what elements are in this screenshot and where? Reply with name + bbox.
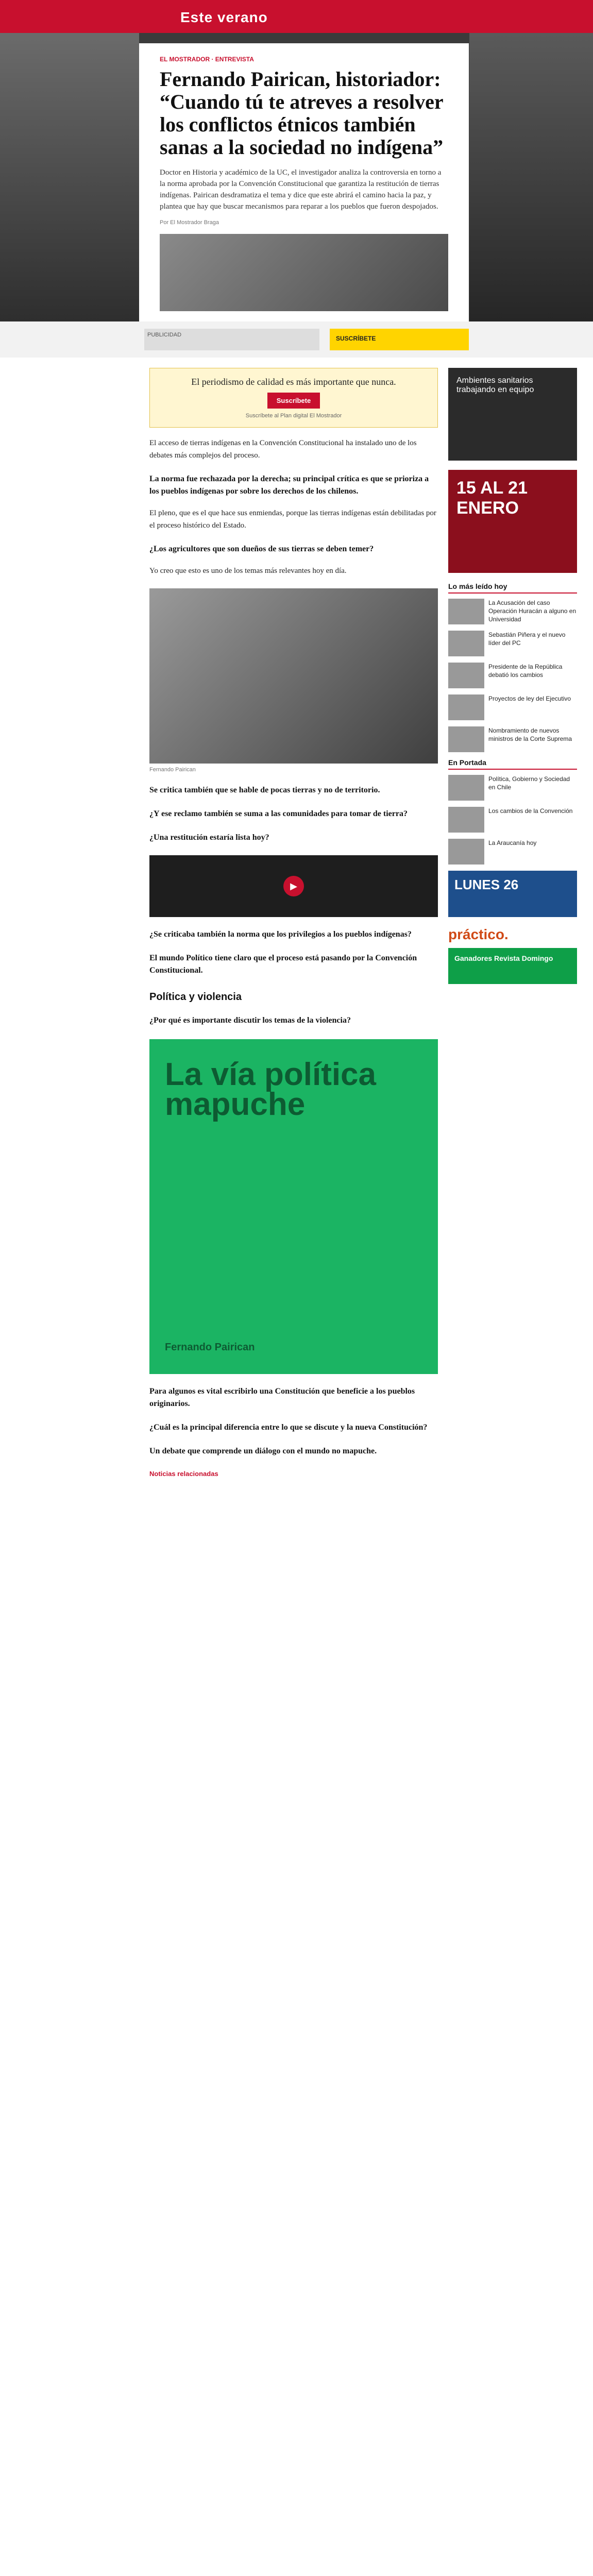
portada-title: En Portada — [448, 758, 577, 770]
thumbnail — [448, 694, 484, 720]
hero-background-right — [469, 33, 593, 321]
play-icon[interactable]: ▶ — [283, 876, 304, 896]
list-item[interactable] — [448, 807, 577, 833]
sidebar — [448, 368, 577, 993]
article-lead: Doctor en Historia y académico de la UC, el investigador analiza la controversia en torno a la norma aprobada por la Convención Constitucional que garantiza la restitución de tierras indígenas. Pairican desdramatiza el tema y dice que este abrirá el camino hacia la paz, y plantea que hay que buscar mecanismos para reparar a los pueblos que fueron despojados. — [160, 168, 442, 211]
article-body — [149, 368, 438, 1478]
list-item[interactable] — [448, 726, 577, 752]
article-question: Se critica también que se hable de pocas tierras y no de territorio. — [149, 786, 380, 794]
book-title: La vía política mapuche — [165, 1057, 377, 1122]
article-question: El mundo Político tiene claro que el proceso está pasando por la Convención Constitucional. — [149, 954, 417, 975]
article-headline: Fernando Pairican, historiador: “Cuando tú te atreves a resolver los conflictos étnicos también sanas a la sociedad no indígena” — [160, 67, 444, 159]
article-question: Un debate que comprende un diálogo con el mundo no mapuche. — [149, 1447, 377, 1455]
list-item-text[interactable]: La Araucanía hoy — [488, 839, 537, 846]
ad-strip — [0, 321, 593, 358]
list-item-text[interactable]: Política, Gobierno y Sociedad en Chile — [488, 775, 570, 791]
article-question: Para algunos es vital escribirlo una Constitución que beneficie a los pueblos originarios. — [149, 1387, 415, 1408]
article-question: ¿Los agricultores que son dueños de sus tierras se deben temer? — [149, 545, 374, 553]
list-item-text[interactable]: Nombramiento de nuevos ministros de la Corte Suprema — [488, 727, 572, 742]
list-item-text[interactable]: Proyectos de ley del Ejecutivo — [488, 695, 571, 702]
list-item[interactable] — [448, 839, 577, 865]
top-bar-brand[interactable]: Este verano — [180, 9, 268, 25]
thumbnail — [448, 631, 484, 656]
list-item-text[interactable]: Sebastián Piñera y el nuevo líder del PC — [488, 631, 566, 647]
thumbnail — [448, 663, 484, 688]
photo-caption: Fernando Pairican — [149, 767, 196, 773]
hero-photo — [160, 234, 448, 311]
top-bar — [0, 0, 593, 33]
subscribe-subtext: Suscríbete al Plan digital El Mostrador — [245, 413, 342, 419]
sidebar-ad-blue[interactable]: LUNES 26 — [448, 871, 577, 917]
article-question: ¿Por qué es importante discutir los temas de la violencia? — [149, 1016, 351, 1025]
article-question: ¿Una restitución estaría lista hoy? — [149, 833, 269, 842]
article-question: ¿Cuál es la principal diferencia entre lo que se discute y la nueva Constitución? — [149, 1423, 428, 1432]
list-item[interactable] — [448, 775, 577, 801]
thumbnail — [448, 839, 484, 865]
section-heading: Política y violencia — [149, 991, 242, 1003]
article-paragraph: El pleno, que es el que hace sus enmiendas, porque las tierras indígenas están debilitadas por el proceso histórico del Estado. — [149, 509, 436, 530]
most-read-title: Lo más leído hoy — [448, 582, 577, 594]
main-content — [0, 358, 593, 2576]
book-cover — [149, 1039, 438, 1374]
subscribe-title: El periodismo de calidad es más importante que nunca. — [191, 377, 396, 387]
list-item[interactable] — [448, 663, 577, 688]
hero-card — [139, 43, 469, 321]
article-paragraph: El acceso de tierras indígenas en la Convención Constitucional ha instalado uno de los debates más complejos del proceso. — [149, 439, 417, 460]
list-item[interactable] — [448, 631, 577, 656]
sidebar-ad-practico[interactable]: práctico. — [448, 926, 509, 942]
list-item-text[interactable]: Presidente de la República debatió los cambios — [488, 663, 563, 679]
thumbnail — [448, 807, 484, 833]
ad-banner-right[interactable]: SUSCRÍBETE — [330, 329, 469, 350]
article-paragraph: Yo creo que esto es uno de los temas más relevantes hoy en día. — [149, 567, 347, 575]
video-embed[interactable] — [149, 855, 438, 917]
list-item-text[interactable]: Los cambios de la Convención — [488, 807, 573, 815]
article-byline: Por El Mostrador Braga — [160, 219, 219, 226]
sidebar-ad-dark[interactable]: Ambientes sanitarios trabajando en equipo — [448, 368, 577, 461]
list-item[interactable] — [448, 599, 577, 624]
section-tag[interactable]: EL MOSTRADOR · ENTREVISTA — [160, 56, 254, 63]
article-question: La norma fue rechazada por la derecha; su principal crítica es que se prioriza a los pueblos indígenas por sobre los derechos de los chilenos. — [149, 474, 429, 496]
subscribe-button[interactable]: Suscríbete — [267, 393, 320, 409]
thumbnail — [448, 775, 484, 801]
related-news-link[interactable]: Noticias relacionadas — [149, 1470, 218, 1478]
article-question: ¿Se criticaba también la norma que los privilegios a los pueblos indígenas? — [149, 930, 412, 939]
sidebar-ad-red[interactable]: 15 AL 21 ENERO — [448, 470, 577, 573]
subscribe-box — [149, 368, 438, 428]
ad-banner-left[interactable]: PUBLICIDAD — [144, 329, 319, 350]
hero-background-left — [0, 33, 139, 321]
thumbnail — [448, 599, 484, 624]
article-question: ¿Y ese reclamo también se suma a las comunidades para tomar de tierra? — [149, 809, 408, 818]
thumbnail — [448, 726, 484, 752]
list-item-text[interactable]: La Acusación del caso Operación Huracán a alguno en Universidad — [488, 599, 577, 623]
article-photo — [149, 588, 438, 764]
hero-section — [0, 33, 593, 321]
sidebar-ad-green[interactable]: Ganadores Revista Domingo — [448, 948, 577, 984]
list-item[interactable] — [448, 694, 577, 720]
book-author: Fernando Pairican — [165, 1342, 255, 1353]
